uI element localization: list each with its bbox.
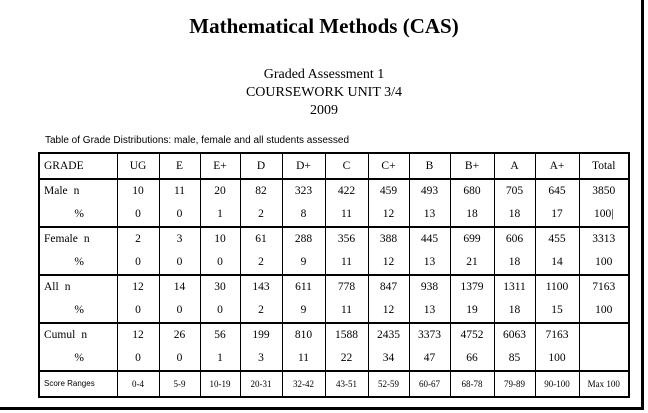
score-range-cell: 32-42: [282, 371, 325, 397]
count-cell: 143: [240, 275, 282, 299]
count-cell: 2435: [368, 323, 409, 347]
table-caption: Table of Grade Distributions: male, female and all students assessed: [45, 135, 350, 146]
percent-cell: 13: [409, 203, 450, 227]
group-label: Male: [44, 185, 68, 197]
percent-cell: 18: [450, 203, 494, 227]
percent-cell: 13: [409, 299, 450, 323]
percent-cell: 100: [579, 251, 629, 275]
count-cell: 388: [368, 227, 409, 251]
count-cell: 778: [325, 275, 368, 299]
percent-cell: 8: [282, 203, 325, 227]
percent-cell: 18: [494, 299, 535, 323]
count-cell: 422: [325, 179, 368, 203]
count-cell: 645: [535, 179, 579, 203]
percent-cell: 0: [200, 299, 240, 323]
count-cell: 1100: [535, 275, 579, 299]
percent-cell: 2: [240, 251, 282, 275]
table-row: [39, 275, 629, 299]
count-cell: 3313: [579, 227, 629, 251]
header-cell: Total: [579, 153, 629, 179]
count-cell: [579, 323, 629, 347]
score-range-cell: 68-78: [450, 371, 494, 397]
percent-cell: 100: [579, 299, 629, 323]
row-label: [39, 275, 117, 299]
header-row: [39, 153, 629, 179]
row-label: [39, 227, 117, 251]
count-cell: 847: [368, 275, 409, 299]
count-cell: 56: [200, 323, 240, 347]
count-cell: 1588: [325, 323, 368, 347]
count-cell: 459: [368, 179, 409, 203]
group-label: All: [44, 281, 59, 293]
percent-cell: 22: [325, 347, 368, 371]
score-range-cell: 90-100: [535, 371, 579, 397]
percent-cell: 0: [200, 251, 240, 275]
row-label: [39, 203, 117, 227]
percent-cell: 0: [117, 299, 159, 323]
percent-cell: 0: [117, 203, 159, 227]
count-cell: 455: [535, 227, 579, 251]
grade-distribution-table: [38, 152, 630, 398]
header-cell: E+: [200, 153, 240, 179]
header-cell: A+: [535, 153, 579, 179]
count-cell: 82: [240, 179, 282, 203]
count-cell: 680: [450, 179, 494, 203]
count-cell: 14: [159, 275, 200, 299]
count-cell: 288: [282, 227, 325, 251]
count-cell: 323: [282, 179, 325, 203]
count-cell: 4752: [450, 323, 494, 347]
row-label: [39, 251, 117, 275]
header-cell: A: [494, 153, 535, 179]
group-label: Cumul: [44, 329, 76, 341]
header-cell: C+: [368, 153, 409, 179]
count-cell: 611: [282, 275, 325, 299]
percent-cell: 19: [450, 299, 494, 323]
score-range-cell: 0-4: [117, 371, 159, 397]
row-label: [39, 347, 117, 371]
header-cell: E: [159, 153, 200, 179]
percent-cell: 0: [159, 203, 200, 227]
percent-cell: 47: [409, 347, 450, 371]
header-cell: UG: [117, 153, 159, 179]
count-label: n: [64, 281, 71, 293]
percent-cell: 11: [325, 299, 368, 323]
count-label: n: [73, 185, 80, 197]
percent-cell: 18: [494, 203, 535, 227]
percent-cell: 11: [325, 251, 368, 275]
row-label: [39, 299, 117, 323]
percent-cell: 3: [240, 347, 282, 371]
table-row: [39, 347, 629, 371]
score-range-cell: Max 100: [579, 371, 629, 397]
count-cell: 10: [117, 179, 159, 203]
header-cell: B+: [450, 153, 494, 179]
count-cell: 3: [159, 227, 200, 251]
count-cell: 606: [494, 227, 535, 251]
score-range-cell: 43-51: [325, 371, 368, 397]
count-cell: 7163: [535, 323, 579, 347]
count-cell: 1311: [494, 275, 535, 299]
percent-cell: 9: [282, 251, 325, 275]
coursework-unit: COURSEWORK UNIT 3/4: [245, 85, 403, 100]
count-cell: 26: [159, 323, 200, 347]
score-ranges-label: Score Ranges: [39, 371, 117, 397]
year: 2009: [310, 103, 338, 118]
percent-cell: 0: [159, 251, 200, 275]
percent-cell: 13: [409, 251, 450, 275]
count-cell: 705: [494, 179, 535, 203]
percent-cell: 2: [240, 203, 282, 227]
percent-label: %: [74, 256, 84, 268]
score-range-cell: 5-9: [159, 371, 200, 397]
percent-label: %: [74, 352, 84, 364]
percent-cell: 12: [368, 203, 409, 227]
percent-cell: 0: [117, 347, 159, 371]
table-row: [39, 323, 629, 347]
count-cell: 30: [200, 275, 240, 299]
count-label: n: [81, 329, 88, 341]
table-row: [39, 179, 629, 203]
count-cell: 12: [117, 323, 159, 347]
percent-cell: 0: [117, 251, 159, 275]
count-cell: 493: [409, 179, 450, 203]
count-label: n: [83, 233, 90, 245]
count-cell: 20: [200, 179, 240, 203]
percent-cell: [579, 347, 629, 371]
row-label: [39, 179, 117, 203]
percent-cell: 12: [368, 251, 409, 275]
percent-cell: 11: [325, 203, 368, 227]
header-cell: GRADE: [39, 153, 117, 179]
score-range-cell: 79-89: [494, 371, 535, 397]
count-cell: 810: [282, 323, 325, 347]
header-cell: D+: [282, 153, 325, 179]
count-cell: 10: [200, 227, 240, 251]
percent-cell: 17: [535, 203, 579, 227]
row-label: [39, 323, 117, 347]
table-row: [39, 251, 629, 275]
percent-cell: 9: [282, 299, 325, 323]
count-cell: 2: [117, 227, 159, 251]
percent-cell: 18: [494, 251, 535, 275]
percent-cell: 0: [159, 347, 200, 371]
score-range-cell: 52-59: [368, 371, 409, 397]
header-cell: D: [240, 153, 282, 179]
percent-label: %: [74, 304, 84, 316]
percent-cell: 14: [535, 251, 579, 275]
table-row: [39, 299, 629, 323]
count-cell: 12: [117, 275, 159, 299]
score-ranges-row: [39, 371, 629, 397]
header-cell: B: [409, 153, 450, 179]
document-title: Mathematical Methods (CAS): [189, 14, 459, 38]
percent-cell: 66: [450, 347, 494, 371]
count-cell: 199: [240, 323, 282, 347]
percent-cell: 15: [535, 299, 579, 323]
count-cell: 938: [409, 275, 450, 299]
count-cell: 11: [159, 179, 200, 203]
percent-cell: 1: [200, 203, 240, 227]
percent-cell: 85: [494, 347, 535, 371]
count-cell: 3850: [579, 179, 629, 203]
header-cell: C: [325, 153, 368, 179]
score-range-cell: 60-67: [409, 371, 450, 397]
count-cell: 356: [325, 227, 368, 251]
percent-cell: 34: [368, 347, 409, 371]
count-cell: 3373: [409, 323, 450, 347]
percent-cell: 21: [450, 251, 494, 275]
count-cell: 61: [240, 227, 282, 251]
percent-cell: 100|: [579, 203, 629, 227]
score-range-cell: 20-31: [240, 371, 282, 397]
count-cell: 6063: [494, 323, 535, 347]
percent-cell: 0: [159, 299, 200, 323]
percent-cell: 11: [282, 347, 325, 371]
assessment-name: Graded Assessment 1: [263, 67, 385, 82]
percent-cell: 100: [535, 347, 579, 371]
percent-cell: 1: [200, 347, 240, 371]
score-range-cell: 10-19: [200, 371, 240, 397]
count-cell: 1379: [450, 275, 494, 299]
count-cell: 7163: [579, 275, 629, 299]
percent-cell: 2: [240, 299, 282, 323]
percent-cell: 12: [368, 299, 409, 323]
group-label: Female: [44, 233, 78, 245]
table-row: [39, 203, 629, 227]
table-row: [39, 227, 629, 251]
count-cell: 445: [409, 227, 450, 251]
percent-label: %: [74, 208, 84, 220]
count-cell: 699: [450, 227, 494, 251]
